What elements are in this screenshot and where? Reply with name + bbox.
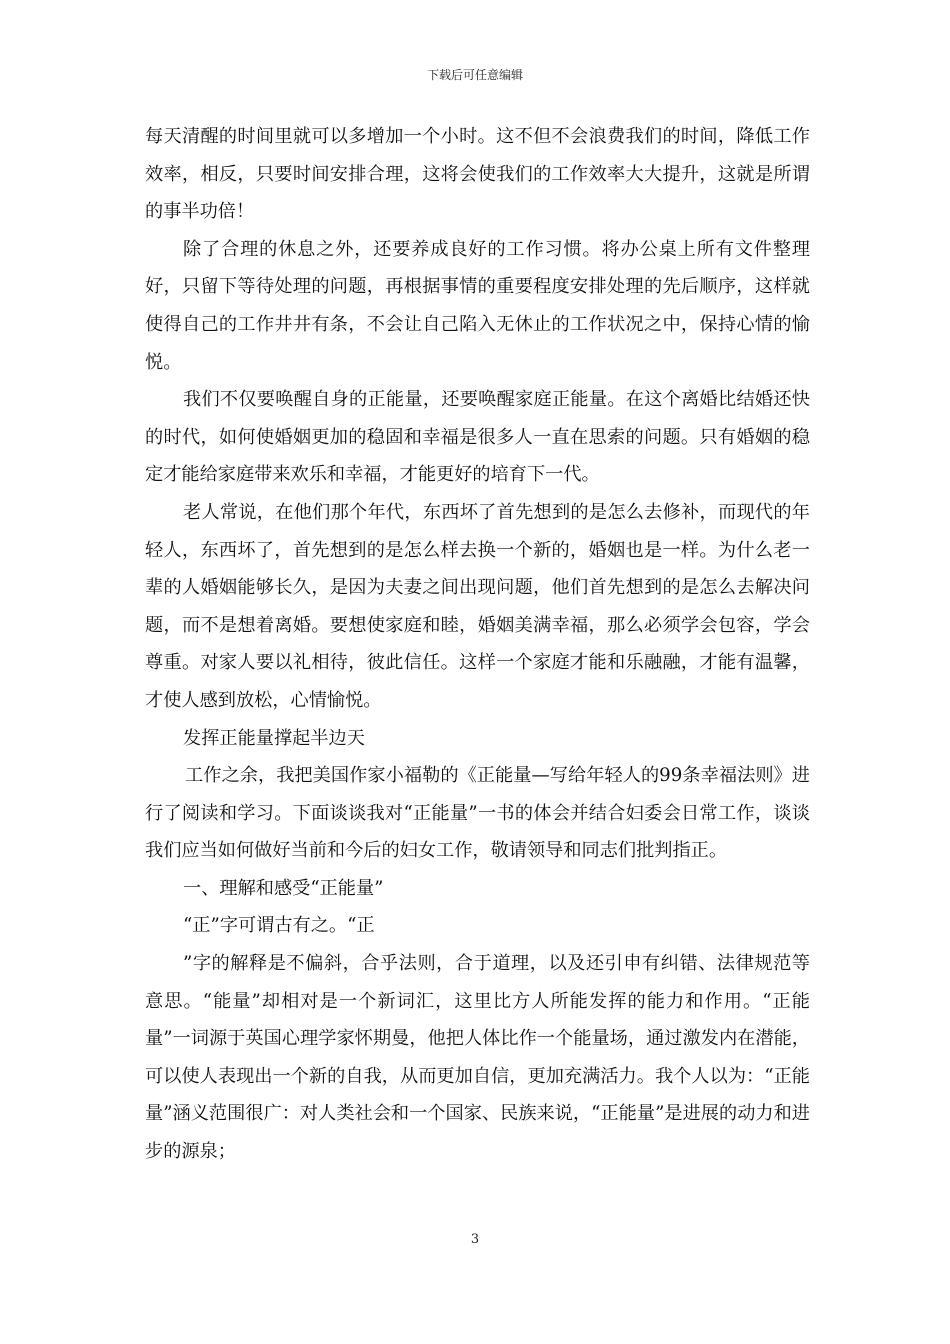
paragraph-zheng-intro: “正”字可谓古有之。“正: [183, 915, 375, 937]
document-body: [145, 118, 810, 1171]
paragraph-work-habits: 除了合理的休息之外，还要养成良好的工作习惯。将办公桌上所有文件整理好，只留下等待处理的问题，再根据事情的重要程度安排处理的先后顺序，这样就使得自己的工作井井有条，不会让自己陷入无休止的工作状况之中，保持心情的愉悦。: [145, 238, 810, 373]
subsection-heading: 一、理解和感受“正能量”: [183, 877, 384, 899]
paragraph-marriage: 老人常说，在他们那个年代，东西坏了首先想到的是怎么去修补，而现代的年轻人，东西坏了，首先想到的是怎么样去换一个新的，婚姻也是一样。为什么老一辈的人婚姻能够长久，是因为夫妻之间出现问题，他们首先想到的是怎么去解决问题，而不是想着离婚。要想使家庭和睦，婚姻美满幸福，那么必须学会包容，学会尊重。对家人要以礼相待，彼此信任。这样一个家庭才能和乐融融，才能有温馨，才使人感到放松，心情愉悦。: [145, 501, 810, 711]
page-number: 3: [470, 1232, 480, 1247]
paragraph-family-energy: 我们不仅要唤醒自身的正能量，还要唤醒家庭正能量。在这个离婚比结婚还快的时代，如何使婚姻更加的稳固和幸福是很多人一直在思索的问题。只有婚姻的稳定才能给家庭带来欢乐和幸福，才能更好的培育下一代。: [145, 389, 810, 486]
section-heading: 发挥正能量撑起半边天: [183, 727, 365, 749]
page-header: 下载后可任意编辑: [426, 68, 523, 82]
paragraph-continuation: 每天清醒的时间里就可以多增加一个小时。这不但不会浪费我们的时间，降低工作效率，相反，只要时间安排合理，这将会使我们的工作效率大大提升，这就是所谓的事半功倍！: [145, 126, 810, 223]
paragraph-zheng-explanation: ”字的解释是不偏斜，合乎法则，合于道理，以及还引申有纠错、法律规范等意思。“能量”却相对是一个新词汇，这里比方人所能发挥的能力和作用。“正能量”一词源于英国心理学家怀期曼，他把人体比作一个能量场，通过激发内在潜能，可以使人表现出一个新的自我，从而更加自信，更加充满活力。我个人以为：“正能量”涵义范围很广：对人类社会和一个国家、民族来说，“正能量”是进展的动力和进步的源泉；: [145, 953, 810, 1163]
paragraph-reading: 工作之余，我把美国作家小福勒的《正能量—写给年轻人的99条幸福法则》进行了阅读和学习。下面谈谈我对“正能量”一书的体会并结合妇委会日常工作，谈谈我们应当如何做好当前和今后的妇女工作，敬请领导和同志们批判指正。: [145, 765, 810, 862]
